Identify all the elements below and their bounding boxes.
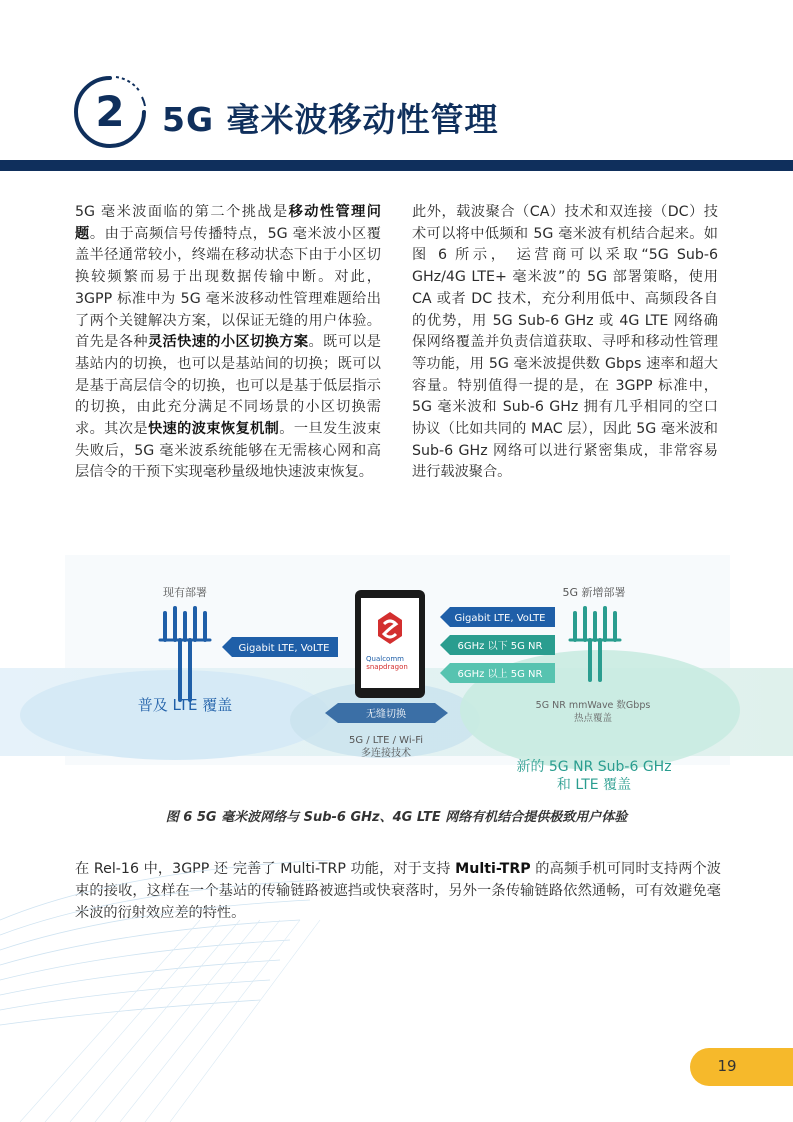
right-column-text: 此外，载波聚合（CA）技术和双连接（DC）技术可以将中低频和 5G 毫米波有机结合起来。如图 6 所示， 运营商可以采取“5G Sub-6 GHz/4G LTE+ 毫米波”的 5G 部署策略，使用 CA 或者 DC 技术，充分利用低中、高频段各自的优势，用 5G Sub-6 GHz 或 4G LTE 网络确保网络覆盖并负责信道获取、寻呼和移动性管理等功能，用 5G 毫米波提供数 Gbps 速率和超大容量。特别值得一提的是，在 3GPP 标准中， 5G 毫米波和 Sub-6 GHz 拥有几乎相同的空口协议（比如共同的 MAC 层），因此 5G 毫米波和 Sub-6 GHz 网络可以进行紧密集成，非常容易进行载波聚合。 bbox=[412, 204, 718, 481]
bold-text-run: 灵活快速的小区切换方案 bbox=[147, 334, 309, 351]
network-figure bbox=[0, 550, 793, 810]
lte-coverage-area bbox=[20, 670, 330, 760]
decorative-wave-pattern bbox=[0, 860, 330, 1122]
new-deployment-label: 5G 新增部署 bbox=[562, 586, 626, 599]
mmwave-line2: 热点覆盖 bbox=[573, 713, 613, 724]
seamless-label: 无缝切换 bbox=[366, 709, 406, 720]
brand-qualcomm: Qualcomm bbox=[366, 655, 404, 663]
text-run: 5G 毫米波面临的第二个挑战是 bbox=[75, 204, 289, 220]
page-number-tab bbox=[690, 1048, 793, 1086]
section-number-badge bbox=[70, 72, 150, 152]
right-arrow-1-label: Gigabit LTE, VoLTE bbox=[454, 613, 546, 624]
bold-text-run: 移动性管理问题 bbox=[75, 204, 381, 242]
page-title: 5G 毫米波移动性管理 bbox=[162, 100, 499, 139]
multi-connect-line2: 多连接技术 bbox=[361, 748, 411, 759]
text-run: 。由于高频信号传播特点，5G 毫米波小区覆盖半径通常较小，终端在移动状态下由于小区切换较频繁而易于出现数据传输中断。对此，3GPP 标准中为 5G 毫米波移动性管理难题给出了两个关键解决方案，以保证无缝的用户体验。首先是各种 bbox=[75, 225, 381, 351]
brand-snapdragon: snapdragon bbox=[366, 663, 408, 671]
bold-text-run: Multi-TRP bbox=[455, 861, 531, 877]
bold-text-run: 快速的波束恢复机制 bbox=[147, 421, 280, 438]
right-arrow-2-label: 6GHz 以下 5G NR bbox=[457, 641, 543, 652]
text-run: 的高频手机可同时支持两个波束的接收，这样在一个基站的传输链路被遮挡或快衰落时，另外一条传输链路依然通畅，可有效避免毫米波的衍射效应差的特性。 bbox=[75, 861, 721, 921]
section-number: 2 bbox=[95, 87, 125, 136]
text-run: 在 Rel-16 中，3GPP 还 完善了 Multi-TRP 功能，对于支持 bbox=[75, 861, 456, 877]
left-arrow-label: Gigabit LTE, VoLTE bbox=[238, 643, 330, 654]
header-divider bbox=[0, 160, 793, 171]
multi-connect-line1: 5G / LTE / Wi-Fi bbox=[348, 735, 424, 746]
figure-caption: 图 6 5G 毫米波网络与 Sub-6 GHz、4G LTE 网络有机结合提供极致用户体验 bbox=[165, 810, 628, 825]
text-run: 。一旦发生波束失败后，5G 毫米波系统能够在无需核心网和高层信令的干预下实现毫秒量级地快速波束恢复。 bbox=[75, 421, 381, 481]
page-number: 19 bbox=[717, 1057, 737, 1075]
right-arrow-3-label: 6GHz 以上 5G NR bbox=[457, 669, 543, 680]
left-column-text bbox=[75, 202, 381, 484]
text-run: 。既可以是基站内的切换，也可以是基站间的切换；既可以是基于高层信令的切换，也可以是基于低层指示的切换，由此充分满足不同场景的小区切换需求。其次是 bbox=[75, 334, 381, 438]
mmwave-line1: 5G NR mmWave 数Gbps bbox=[535, 700, 651, 711]
existing-deployment-label: 现有部署 bbox=[163, 586, 207, 599]
lte-coverage-label: 普及 LTE 覆盖 bbox=[137, 696, 233, 714]
new-coverage-line2: 和 LTE 覆盖 bbox=[556, 777, 632, 793]
new-coverage-line1: 新的 5G NR Sub-6 GHz bbox=[516, 759, 672, 775]
